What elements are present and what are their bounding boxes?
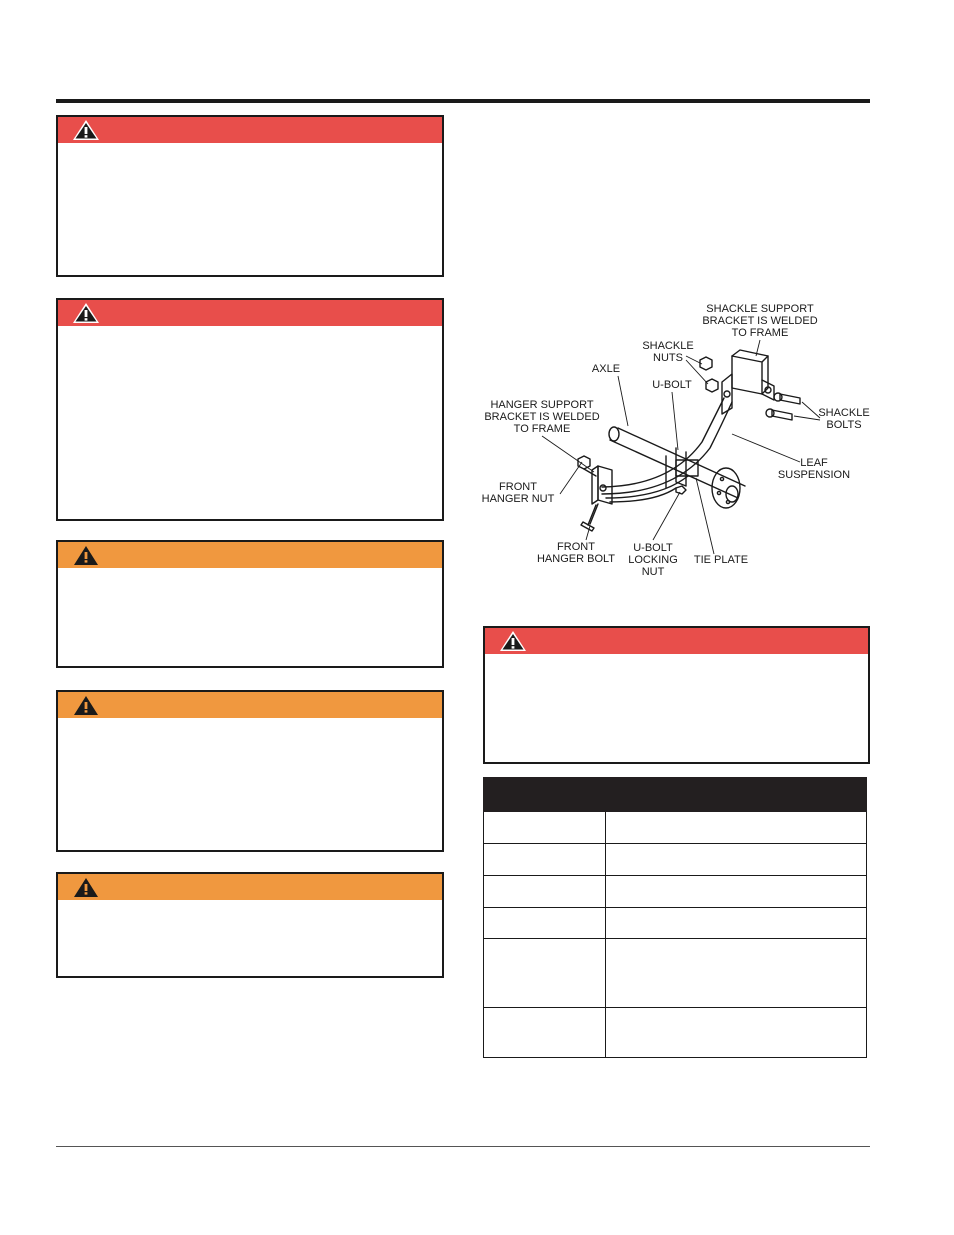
label-front-hanger-bolt-1: FRONT	[557, 541, 595, 553]
caution-box-3	[56, 872, 444, 978]
table-row	[484, 908, 867, 939]
label-shackle-nuts-1: SHACKLE	[642, 340, 694, 352]
label-shackle-support-3: TO FRAME	[731, 327, 789, 339]
label-leaf-1: LEAF	[800, 457, 828, 469]
label-front-hanger-bolt-2: HANGER BOLT	[536, 553, 616, 565]
table-cell	[606, 812, 867, 844]
label-shackle-support-2: BRACKET IS WELDED	[702, 315, 818, 327]
label-shackle-bolts-1: SHACKLE	[818, 407, 870, 419]
table-header-row	[484, 778, 867, 812]
table-cell	[606, 1008, 867, 1058]
label-hanger-support-2: BRACKET IS WELDED	[484, 411, 600, 423]
caution-header	[58, 874, 442, 900]
table-row	[484, 939, 867, 1008]
header-rule	[56, 99, 870, 103]
table-cell	[606, 876, 867, 908]
label-shackle-nuts-2: NUTS	[653, 352, 683, 364]
table-cell	[484, 908, 606, 939]
label-tie-plate: TIE PLATE	[693, 554, 749, 566]
caution-box-1	[56, 540, 444, 668]
table-cell	[484, 844, 606, 876]
danger-box-3	[483, 626, 870, 764]
label-axle: AXLE	[591, 363, 621, 375]
label-shackle-support-1: SHACKLE SUPPORT	[706, 303, 814, 315]
label-shackle-bolts-2: BOLTS	[826, 419, 862, 431]
table-row	[484, 876, 867, 908]
caution-box-2	[56, 690, 444, 852]
spec-table	[483, 777, 867, 1058]
danger-box-2	[56, 298, 444, 521]
warning-triangle-icon	[499, 630, 527, 652]
table-cell	[484, 812, 606, 844]
label-ubolt: U-BOLT	[652, 379, 692, 391]
leaf-suspension-diagram	[470, 290, 870, 590]
warning-triangle-icon	[72, 544, 100, 566]
label-hanger-support-3: TO FRAME	[513, 423, 571, 435]
table-cell	[484, 876, 606, 908]
label-leaf-2: SUSPENSION	[777, 469, 851, 481]
danger-header	[58, 117, 442, 143]
label-ubolt-locking-3: NUT	[641, 566, 665, 578]
warning-triangle-icon	[72, 876, 100, 898]
label-front-hanger-nut-2: HANGER NUT	[481, 493, 555, 505]
label-ubolt-locking-1: U-BOLT	[633, 542, 673, 554]
warning-triangle-icon	[72, 694, 100, 716]
label-hanger-support-1: HANGER SUPPORT	[490, 399, 594, 411]
table-row	[484, 1008, 867, 1058]
table-row	[484, 844, 867, 876]
caution-header	[58, 542, 442, 568]
danger-header	[58, 300, 442, 326]
suspension-drawing	[578, 350, 800, 531]
label-ubolt-locking-2: LOCKING	[628, 554, 678, 566]
warning-triangle-icon	[72, 302, 100, 324]
table-cell	[484, 1008, 606, 1058]
caution-header	[58, 692, 442, 718]
table-header	[484, 778, 867, 812]
danger-header	[485, 628, 868, 654]
table-row	[484, 812, 867, 844]
table-cell	[606, 939, 867, 1008]
table-cell	[484, 939, 606, 1008]
footer-rule	[56, 1146, 870, 1147]
warning-triangle-icon	[72, 119, 100, 141]
table-cell	[606, 908, 867, 939]
table-cell	[606, 844, 867, 876]
danger-box-1	[56, 115, 444, 277]
label-front-hanger-nut-1: FRONT	[499, 481, 537, 493]
